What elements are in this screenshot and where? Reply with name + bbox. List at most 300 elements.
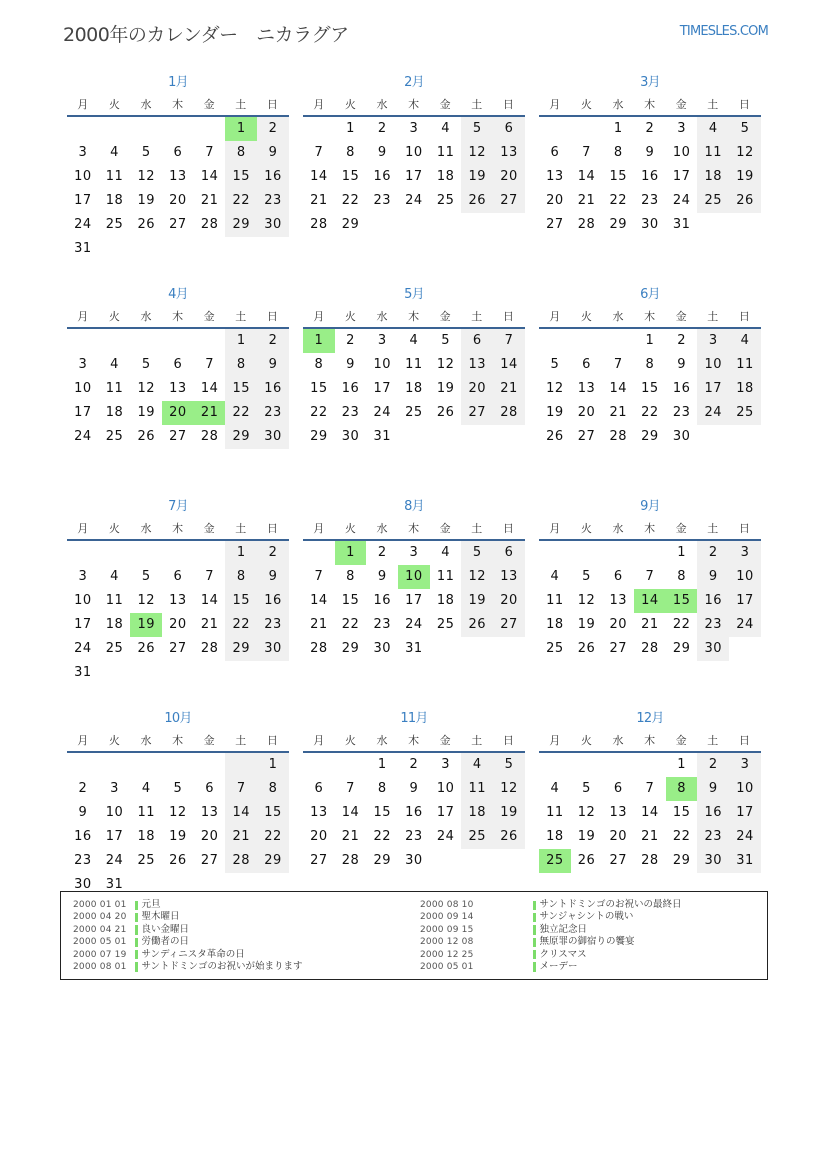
day-cell: 2 bbox=[677, 333, 686, 348]
holiday-marker bbox=[533, 901, 536, 910]
day-cell: 30 bbox=[257, 425, 289, 449]
weekday-label: 木 bbox=[408, 310, 420, 323]
day-cell: 12 bbox=[137, 169, 155, 184]
day-cell: 24 bbox=[74, 641, 92, 656]
day-cell: 10 bbox=[74, 381, 92, 396]
day-cell: 26 bbox=[461, 189, 493, 213]
day-cell: 10 bbox=[729, 565, 761, 589]
day-cell: 26 bbox=[137, 217, 155, 232]
day-empty bbox=[539, 541, 571, 565]
holiday-date: 2000 04 21 bbox=[73, 924, 127, 935]
day-cell: 14 bbox=[577, 169, 596, 184]
day-cell: 20 bbox=[310, 829, 328, 844]
day-cell: 28 bbox=[225, 849, 257, 873]
day-cell: 14 bbox=[609, 381, 627, 396]
day-cell: 14 bbox=[200, 593, 219, 608]
month-name: 8月 bbox=[404, 499, 424, 514]
weekday-label: 火 bbox=[108, 98, 120, 111]
day-cell: 4 bbox=[409, 333, 419, 348]
day-cell: 6 bbox=[314, 781, 324, 796]
day-cell: 12 bbox=[577, 593, 596, 608]
day-cell: 24 bbox=[729, 825, 761, 849]
day-grid bbox=[67, 753, 289, 897]
day-cell: 31 bbox=[729, 849, 761, 873]
day-empty bbox=[162, 117, 194, 141]
day-cell: 21 bbox=[200, 193, 219, 208]
day-cell: 22 bbox=[373, 829, 391, 844]
day-cell: 14 bbox=[200, 381, 219, 396]
day-cell-holiday: 1 bbox=[335, 541, 367, 565]
day-empty bbox=[67, 117, 99, 141]
day-cell: 21 bbox=[577, 193, 596, 208]
day-empty bbox=[303, 753, 335, 777]
weekday-label: 日 bbox=[266, 522, 278, 535]
day-cell: 6 bbox=[582, 357, 591, 372]
day-cell: 2 bbox=[257, 541, 289, 565]
weekday-label: 水 bbox=[376, 98, 388, 111]
day-cell: 29 bbox=[641, 429, 659, 444]
day-cell: 19 bbox=[436, 381, 455, 396]
day-cell: 1 bbox=[677, 757, 686, 772]
day-cell: 9 bbox=[78, 805, 88, 820]
holiday-date: 2000 07 19 bbox=[73, 949, 127, 960]
day-cell: 7 bbox=[314, 569, 324, 584]
day-cell: 10 bbox=[436, 781, 455, 796]
weekday-label: 金 bbox=[439, 522, 451, 535]
holiday-marker bbox=[533, 938, 536, 947]
day-cell: 14 bbox=[225, 801, 257, 825]
day-cell: 28 bbox=[310, 217, 328, 232]
day-cell: 9 bbox=[697, 777, 729, 801]
day-cell: 17 bbox=[405, 169, 423, 184]
day-cell: 30 bbox=[257, 213, 289, 237]
day-empty bbox=[398, 425, 430, 449]
day-cell: 9 bbox=[377, 569, 387, 584]
weekday-label: 水 bbox=[140, 310, 152, 323]
day-cell: 27 bbox=[577, 429, 596, 444]
day-cell: 18 bbox=[436, 169, 455, 184]
day-cell: 18 bbox=[546, 829, 564, 844]
day-cell: 7 bbox=[346, 781, 355, 796]
day-cell: 28 bbox=[200, 217, 219, 232]
day-empty bbox=[303, 117, 335, 141]
day-cell: 27 bbox=[169, 429, 187, 444]
day-cell: 24 bbox=[405, 617, 423, 632]
weekday-label: 金 bbox=[203, 98, 215, 111]
day-cell: 10 bbox=[729, 777, 761, 801]
day-cell-holiday: 25 bbox=[539, 849, 571, 873]
day-cell: 20 bbox=[609, 829, 627, 844]
day-grid bbox=[303, 753, 525, 873]
day-empty bbox=[539, 117, 571, 141]
day-empty bbox=[571, 117, 603, 141]
day-cell: 25 bbox=[436, 617, 455, 632]
weekday-label: 日 bbox=[266, 734, 278, 747]
day-cell: 9 bbox=[377, 145, 387, 160]
weekday-label: 土 bbox=[707, 734, 719, 747]
day-cell: 26 bbox=[577, 853, 596, 868]
month-calendar bbox=[67, 284, 289, 496]
day-cell: 26 bbox=[729, 189, 761, 213]
day-cell: 3 bbox=[697, 329, 729, 353]
day-cell: 2 bbox=[409, 757, 419, 772]
day-cell: 16 bbox=[405, 805, 423, 820]
day-cell: 31 bbox=[105, 877, 124, 892]
day-empty bbox=[461, 849, 493, 873]
day-cell: 22 bbox=[672, 829, 691, 844]
day-empty bbox=[493, 637, 525, 661]
holiday-marker bbox=[533, 962, 536, 971]
day-empty bbox=[602, 329, 634, 353]
day-cell: 18 bbox=[436, 593, 455, 608]
day-cell: 18 bbox=[461, 801, 493, 825]
day-empty bbox=[461, 425, 493, 449]
day-cell: 10 bbox=[405, 145, 423, 160]
day-cell: 21 bbox=[200, 617, 219, 632]
weekday-label: 木 bbox=[644, 310, 656, 323]
weekday-label: 火 bbox=[580, 98, 592, 111]
day-cell: 24 bbox=[74, 217, 92, 232]
day-empty bbox=[67, 541, 99, 565]
weekday-header bbox=[539, 729, 761, 753]
day-cell: 27 bbox=[546, 217, 564, 232]
day-cell: 28 bbox=[310, 641, 328, 656]
day-cell: 31 bbox=[74, 665, 92, 680]
day-cell: 15 bbox=[373, 805, 391, 820]
weekday-label: 月 bbox=[549, 310, 561, 323]
day-cell: 16 bbox=[74, 829, 92, 844]
weekday-header bbox=[303, 305, 525, 329]
weekday-label: 水 bbox=[612, 98, 624, 111]
day-cell: 19 bbox=[577, 617, 596, 632]
day-cell: 27 bbox=[200, 853, 219, 868]
day-cell: 25 bbox=[546, 641, 564, 656]
day-cell: 13 bbox=[577, 381, 596, 396]
day-cell: 8 bbox=[645, 357, 655, 372]
day-cell: 29 bbox=[672, 853, 691, 868]
day-cell: 21 bbox=[609, 405, 627, 420]
day-empty bbox=[130, 117, 162, 141]
day-cell: 25 bbox=[729, 401, 761, 425]
holiday-date: 2000 01 01 bbox=[73, 900, 127, 910]
day-cell: 3 bbox=[409, 545, 419, 560]
day-cell-holiday: 1 bbox=[303, 329, 335, 353]
day-cell: 7 bbox=[582, 145, 591, 160]
day-cell: 3 bbox=[409, 121, 419, 136]
day-empty bbox=[729, 637, 761, 661]
day-cell: 22 bbox=[225, 189, 257, 213]
day-cell: 31 bbox=[672, 217, 691, 232]
day-empty bbox=[539, 753, 571, 777]
day-cell: 6 bbox=[613, 781, 623, 796]
day-cell: 11 bbox=[105, 169, 124, 184]
day-cell: 16 bbox=[641, 169, 659, 184]
holiday-row bbox=[420, 899, 767, 911]
holiday-marker bbox=[533, 950, 536, 959]
day-empty bbox=[99, 541, 131, 565]
day-empty bbox=[697, 213, 729, 237]
month-calendar bbox=[67, 708, 289, 920]
weekday-header bbox=[67, 305, 289, 329]
weekday-header bbox=[67, 93, 289, 117]
weekday-label: 土 bbox=[471, 734, 483, 747]
weekday-label: 日 bbox=[266, 310, 278, 323]
day-cell: 6 bbox=[205, 781, 214, 796]
day-cell: 15 bbox=[225, 377, 257, 401]
weekday-label: 日 bbox=[502, 98, 514, 111]
day-cell: 27 bbox=[493, 613, 525, 637]
day-cell: 9 bbox=[346, 357, 355, 372]
day-cell: 13 bbox=[461, 353, 493, 377]
day-cell-holiday: 20 bbox=[162, 401, 194, 425]
day-empty bbox=[67, 329, 99, 353]
day-empty bbox=[697, 425, 729, 449]
day-cell: 30 bbox=[257, 637, 289, 661]
month-calendar bbox=[303, 72, 525, 284]
day-cell: 24 bbox=[672, 193, 691, 208]
day-cell: 15 bbox=[641, 381, 659, 396]
day-empty bbox=[99, 117, 131, 141]
holiday-date: 2000 05 01 bbox=[73, 937, 127, 948]
day-empty bbox=[130, 329, 162, 353]
day-cell: 1 bbox=[346, 121, 355, 136]
day-empty bbox=[430, 425, 462, 449]
day-cell: 17 bbox=[436, 805, 455, 820]
day-cell: 19 bbox=[461, 589, 493, 613]
day-cell: 18 bbox=[729, 377, 761, 401]
day-cell: 1 bbox=[377, 757, 387, 772]
day-empty bbox=[67, 753, 99, 777]
day-cell: 11 bbox=[436, 145, 455, 160]
month-calendar bbox=[539, 284, 761, 496]
day-cell: 21 bbox=[641, 617, 659, 632]
day-cell: 8 bbox=[225, 353, 257, 377]
weekday-label: 火 bbox=[344, 734, 356, 747]
day-cell: 17 bbox=[74, 193, 92, 208]
day-cell: 12 bbox=[169, 805, 187, 820]
day-cell: 2 bbox=[377, 121, 387, 136]
day-cell: 19 bbox=[169, 829, 187, 844]
holiday-marker bbox=[135, 950, 138, 959]
day-cell: 6 bbox=[173, 569, 183, 584]
day-cell: 24 bbox=[729, 613, 761, 637]
day-cell: 22 bbox=[341, 617, 360, 632]
day-cell: 30 bbox=[341, 429, 360, 444]
day-cell: 28 bbox=[609, 429, 627, 444]
day-empty bbox=[571, 329, 603, 353]
day-cell: 7 bbox=[314, 145, 324, 160]
day-cell: 6 bbox=[173, 145, 183, 160]
day-cell: 30 bbox=[641, 217, 659, 232]
day-cell: 24 bbox=[436, 829, 455, 844]
weekday-label: 水 bbox=[140, 522, 152, 535]
day-cell: 12 bbox=[729, 141, 761, 165]
month-name: 9月 bbox=[640, 499, 660, 514]
day-empty bbox=[99, 329, 131, 353]
day-empty bbox=[493, 425, 525, 449]
weekday-label: 木 bbox=[644, 522, 656, 535]
day-cell: 8 bbox=[377, 781, 387, 796]
month-name: 11月 bbox=[400, 711, 428, 726]
day-cell: 7 bbox=[645, 569, 655, 584]
weekday-label: 日 bbox=[738, 734, 750, 747]
weekday-label: 日 bbox=[502, 310, 514, 323]
day-cell: 19 bbox=[461, 165, 493, 189]
weekday-label: 水 bbox=[376, 522, 388, 535]
day-cell: 5 bbox=[493, 753, 525, 777]
holiday-row bbox=[73, 911, 420, 923]
day-cell: 5 bbox=[141, 357, 151, 372]
day-empty bbox=[430, 213, 462, 237]
day-empty bbox=[729, 425, 761, 449]
day-cell: 26 bbox=[137, 641, 155, 656]
day-cell: 12 bbox=[137, 381, 155, 396]
weekday-label: 金 bbox=[675, 98, 687, 111]
day-cell: 28 bbox=[641, 853, 659, 868]
day-cell: 28 bbox=[493, 401, 525, 425]
weekday-label: 月 bbox=[77, 522, 89, 535]
day-cell: 2 bbox=[697, 541, 729, 565]
day-cell: 11 bbox=[546, 805, 564, 820]
day-cell: 5 bbox=[441, 333, 450, 348]
day-grid bbox=[539, 117, 761, 237]
month-name: 10月 bbox=[164, 711, 192, 726]
day-empty bbox=[634, 753, 666, 777]
day-empty bbox=[539, 329, 571, 353]
day-cell-holiday: 14 bbox=[634, 589, 666, 613]
month-calendar bbox=[67, 496, 289, 708]
day-grid bbox=[303, 117, 525, 237]
day-cell: 24 bbox=[105, 853, 124, 868]
weekday-label: 日 bbox=[502, 522, 514, 535]
day-cell: 3 bbox=[78, 145, 88, 160]
day-empty bbox=[194, 117, 226, 141]
holiday-name: サントドミンゴのお祝いが始まります bbox=[141, 960, 303, 972]
weekday-label: 月 bbox=[313, 734, 325, 747]
day-cell: 4 bbox=[550, 569, 560, 584]
day-cell: 23 bbox=[74, 853, 92, 868]
weekday-label: 金 bbox=[203, 734, 215, 747]
weekday-header bbox=[539, 93, 761, 117]
weekday-label: 木 bbox=[644, 98, 656, 111]
holiday-date: 2000 09 15 bbox=[420, 924, 474, 935]
day-cell: 19 bbox=[493, 801, 525, 825]
holiday-row bbox=[420, 936, 767, 948]
month-calendar bbox=[303, 284, 525, 496]
day-cell: 14 bbox=[310, 169, 328, 184]
day-cell: 26 bbox=[461, 613, 493, 637]
day-cell: 12 bbox=[137, 593, 155, 608]
day-cell: 4 bbox=[697, 117, 729, 141]
day-cell: 15 bbox=[341, 169, 360, 184]
day-cell: 19 bbox=[137, 193, 155, 208]
day-cell: 29 bbox=[225, 213, 257, 237]
day-grid bbox=[539, 753, 761, 873]
day-cell: 23 bbox=[672, 405, 691, 420]
day-cell: 15 bbox=[225, 589, 257, 613]
day-cell: 18 bbox=[105, 405, 124, 420]
day-cell: 21 bbox=[310, 193, 328, 208]
day-empty bbox=[335, 753, 367, 777]
day-cell: 4 bbox=[141, 781, 151, 796]
weekday-label: 月 bbox=[77, 310, 89, 323]
day-cell: 23 bbox=[373, 617, 391, 632]
day-empty bbox=[194, 329, 226, 353]
weekday-label: 火 bbox=[580, 734, 592, 747]
weekday-header bbox=[303, 93, 525, 117]
day-cell: 13 bbox=[609, 805, 627, 820]
day-cell: 25 bbox=[137, 853, 155, 868]
day-cell: 8 bbox=[225, 141, 257, 165]
day-cell: 4 bbox=[110, 145, 119, 160]
day-cell: 10 bbox=[672, 145, 691, 160]
weekday-label: 火 bbox=[580, 522, 592, 535]
day-cell: 12 bbox=[546, 381, 564, 396]
day-cell: 17 bbox=[729, 589, 761, 613]
holiday-marker bbox=[533, 913, 536, 922]
day-cell: 19 bbox=[729, 165, 761, 189]
weekday-label: 水 bbox=[140, 734, 152, 747]
holiday-date: 2000 04 20 bbox=[73, 912, 127, 923]
holiday-name: 元旦 bbox=[141, 899, 161, 910]
day-cell: 16 bbox=[257, 165, 289, 189]
month-calendar bbox=[303, 708, 525, 920]
day-empty bbox=[461, 213, 493, 237]
day-cell: 22 bbox=[310, 405, 328, 420]
weekday-label: 日 bbox=[738, 310, 750, 323]
day-cell: 22 bbox=[672, 617, 691, 632]
day-cell: 15 bbox=[341, 593, 360, 608]
day-cell: 8 bbox=[346, 569, 355, 584]
day-cell: 18 bbox=[697, 165, 729, 189]
day-cell: 10 bbox=[105, 805, 124, 820]
day-cell: 3 bbox=[377, 333, 387, 348]
weekday-label: 月 bbox=[549, 734, 561, 747]
day-cell: 29 bbox=[373, 853, 391, 868]
weekday-header bbox=[539, 517, 761, 541]
day-cell: 20 bbox=[461, 377, 493, 401]
weekday-label: 土 bbox=[235, 98, 247, 111]
holiday-row bbox=[73, 936, 420, 948]
day-cell: 30 bbox=[672, 429, 691, 444]
holiday-marker bbox=[135, 938, 138, 947]
day-cell: 4 bbox=[110, 569, 119, 584]
day-cell: 20 bbox=[493, 165, 525, 189]
weekday-label: 木 bbox=[408, 98, 420, 111]
day-cell: 13 bbox=[609, 593, 627, 608]
day-cell: 28 bbox=[641, 641, 659, 656]
day-cell: 19 bbox=[577, 829, 596, 844]
day-cell: 13 bbox=[200, 805, 219, 820]
day-cell: 26 bbox=[493, 825, 525, 849]
day-empty bbox=[130, 753, 162, 777]
day-cell: 10 bbox=[697, 353, 729, 377]
weekday-label: 木 bbox=[172, 98, 184, 111]
weekday-label: 金 bbox=[439, 310, 451, 323]
day-cell: 4 bbox=[441, 545, 450, 560]
month-calendar bbox=[67, 72, 289, 284]
day-empty bbox=[398, 213, 430, 237]
weekday-label: 火 bbox=[344, 522, 356, 535]
month-name: 7月 bbox=[168, 499, 188, 514]
holiday-marker bbox=[533, 925, 536, 934]
day-cell: 23 bbox=[341, 405, 360, 420]
weekday-label: 木 bbox=[644, 734, 656, 747]
site-name[interactable]: TIMESLES.COM bbox=[679, 24, 768, 39]
day-cell: 17 bbox=[74, 405, 92, 420]
day-cell: 30 bbox=[697, 849, 729, 873]
weekday-label: 木 bbox=[408, 734, 420, 747]
